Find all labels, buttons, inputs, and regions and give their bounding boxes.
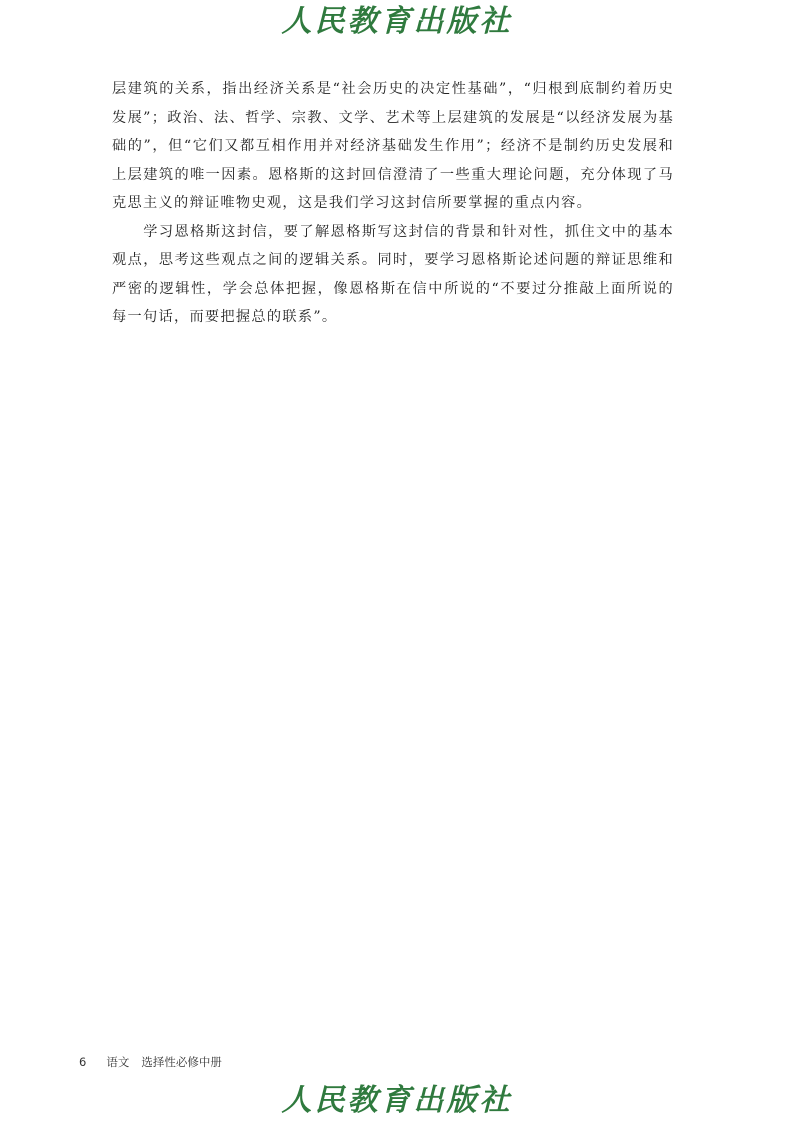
page-body (112, 75, 674, 332)
publisher-logo-footer: 人民教育出版社 (281, 1083, 513, 1118)
subject-label: 语文 (106, 1055, 130, 1069)
paragraph-study-guide: 学习恩格斯这封信，要了解恩格斯写这封信的背景和针对性，抓住文中的基本观点，思考这些观点之间的逻辑关系。同时，要学习恩格斯论述问题的辩证思维和严密的逻辑性，学会总体把握，像恩格斯在信中所说的“不要过分推敲上面所说的每一句话，而要把握总的联系”。 (112, 223, 674, 325)
page-footer (79, 1054, 222, 1070)
page-number: 6 (79, 1055, 87, 1069)
paragraph-continuation: 层建筑的关系，指出经济关系是“社会历史的决定性基础”，“归根到底制约着历史发展”；政治、法、哲学、宗教、文学、艺术等上层建筑的发展是“以经济发展为基础的”，但“它们又都互相作用并对经济基础发生作用”；经济不是制约历史发展和上层建筑的唯一因素。恩格斯的这封回信澄清了一些重大理论问题，充分体现了马克思主义的辩证唯物史观，这是我们学习这封信所要掌握的重点内容。 (112, 81, 674, 211)
book-title: 选择性必修中册 (141, 1055, 222, 1069)
publisher-logo: 人民教育出版社 (281, 4, 513, 39)
